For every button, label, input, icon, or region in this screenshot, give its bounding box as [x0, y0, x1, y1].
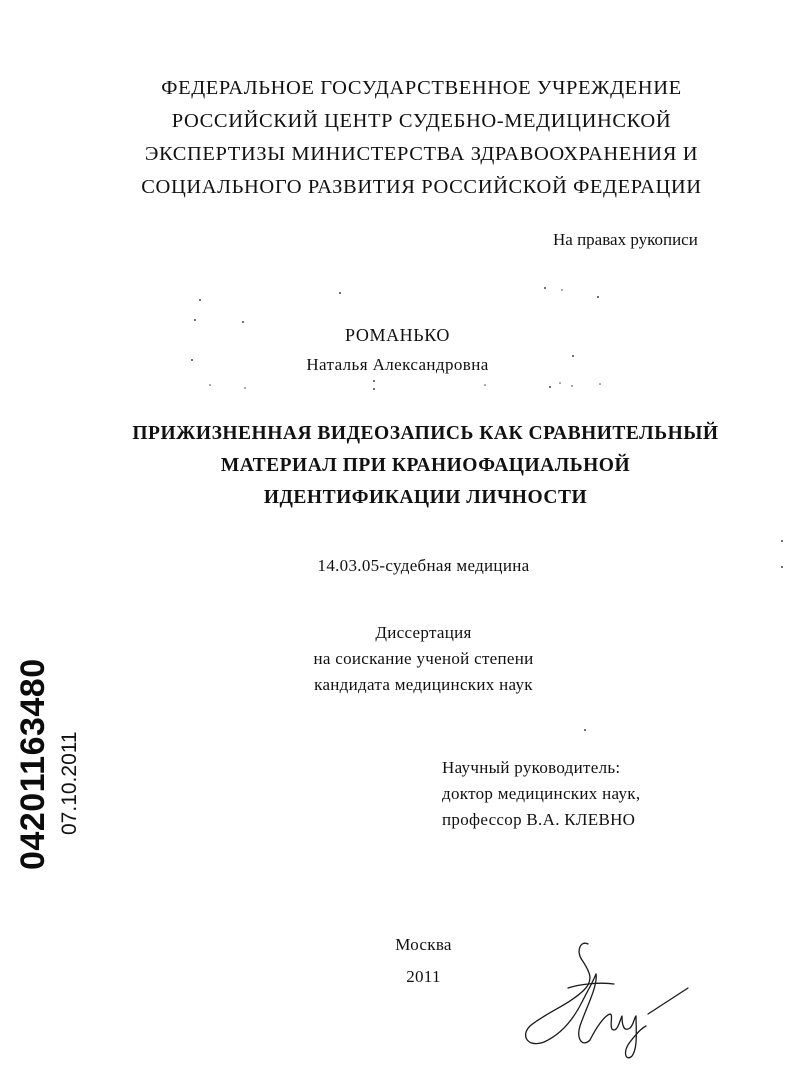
city: Москва [395, 935, 452, 954]
degree-line: кандидата медицинских наук [314, 675, 533, 694]
year: 2011 [406, 967, 441, 986]
institution-line: ФЕДЕРАЛЬНОЕ ГОСУДАРСТВЕННОЕ УЧРЕЖДЕНИЕ [161, 77, 682, 99]
title-line: ИДЕНТИФИКАЦИИ ЛИЧНОСТИ [263, 487, 588, 508]
institution-line: РОССИЙСКИЙ ЦЕНТР СУДЕБНО-МЕДИЦИНСКОЙ [171, 110, 672, 132]
handwritten-signature [510, 930, 700, 1060]
degree-statement [24, 620, 799, 698]
stamp-date: 07.10.2011 [58, 731, 81, 835]
institution-block [22, 72, 799, 204]
library-stamp [10, 640, 85, 870]
degree-line: Диссертация [375, 623, 472, 642]
institution-line: ЭКСПЕРТИЗЫ МИНИСТЕРСТВА ЗДРАВООХРАНЕНИЯ И [144, 143, 699, 165]
advisor-line: профессор В.А. КЛЕВНО [442, 810, 636, 829]
author-surname: РОМАНЬКО [345, 325, 450, 345]
dissertation-title [26, 418, 799, 514]
advisor-line: доктор медицинских наук, [442, 784, 641, 803]
author-given-names: Наталья Александровна [306, 355, 489, 374]
title-line: МАТЕРИАЛ ПРИ КРАНИОФАЦИАЛЬНОЙ [220, 455, 631, 476]
institution-line: СОЦИАЛЬНОГО РАЗВИТИЯ РОССИЙСКОЙ ФЕДЕРАЦИИ [141, 176, 702, 198]
manuscript-rights-note: На правах рукописи [553, 230, 698, 249]
advisor-line: Научный руководитель: [442, 758, 621, 777]
stamp-code: 04201163480 [14, 658, 52, 870]
specialty-code: 14.03.05-судебная медицина [317, 556, 530, 575]
title-line: ПРИЖИЗНЕННАЯ ВИДЕОЗАПИСЬ КАК СРАВНИТЕЛЬНЫЙ [132, 423, 719, 444]
degree-line: на соискание ученой степени [313, 649, 534, 668]
scientific-advisor [442, 755, 640, 833]
